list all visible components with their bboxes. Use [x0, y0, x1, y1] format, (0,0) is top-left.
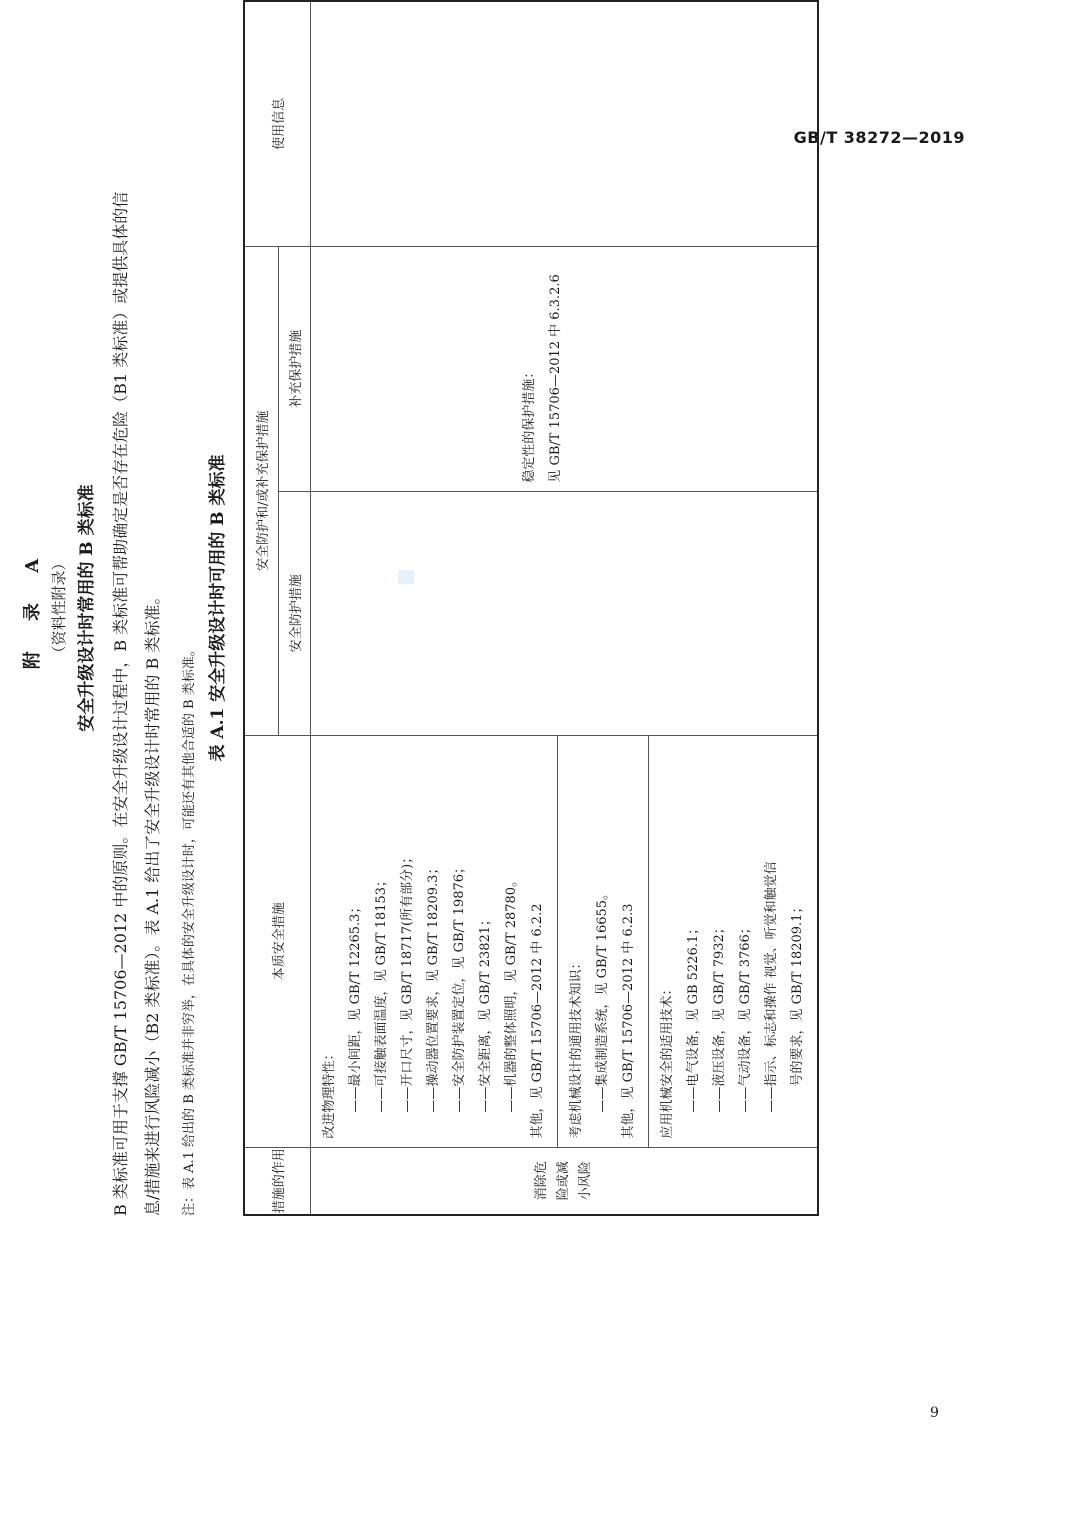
block3-line-3: ——气动设备，见 GB/T 3766；: [737, 921, 753, 1113]
header-supplementary: 补充保护措施: [278, 246, 310, 491]
block1-line-5: ——安全防护装置定位，见 GB/T 19876；: [451, 860, 467, 1113]
block1-line-6: ——安全距离，见 GB/T 23821；: [477, 912, 493, 1113]
supplementary-cell: [310, 246, 818, 491]
standard-number: GB/T 38272—2019: [793, 128, 965, 147]
inherent-block-3: [648, 735, 818, 1147]
page-number: 9: [930, 1405, 939, 1421]
intro-line-1: B 类标准可用于支撑 GB/T 15706—2012 中的原则。在安全升级设计过程中，B 类标准可帮助确定是否存在危险（B1 类标准）或提供具体的信: [111, 191, 130, 1216]
inherent-block-1: [310, 735, 557, 1147]
supp-line-1: 见 GB/T 15706—2012 中 6.3.2.6: [547, 274, 563, 483]
block2-line-2: 其他，见 GB/T 15706—2012 中 6.2.3: [620, 903, 636, 1139]
inherent-block-2: [557, 735, 648, 1147]
block2-line-0: 考虑机械设计的通用技术知识：: [568, 956, 584, 1139]
rotated-page-content: [8, 0, 880, 1216]
block1-line-4: ——操动器位置要求，见 GB/T 18209.3；: [425, 861, 441, 1113]
block2-line-1: ——集成制造系统，见 GB/T 16655。: [594, 886, 610, 1113]
block1-line-2: ——可接触表面温度，见 GB/T 18153；: [373, 873, 389, 1113]
block3-line-1: ——电气设备，见 GB 5226.1；: [685, 921, 701, 1113]
block3-line-2: ——液压设备，见 GB/T 7932；: [711, 921, 727, 1113]
block1-line-8: 其他，见 GB/T 15706—2012 中 6.2.2: [529, 903, 545, 1139]
intro-line-2: 息/措施来进行风险减小（B2 类标准）。表 A.1 给出了安全升级设计时常用的 B 类标准。: [143, 588, 162, 1216]
block1-line-7: ——机器的整体照明，见 GB/T 28780。: [503, 873, 519, 1113]
header-guard-group: 安全防护和/或补充保护措施: [244, 246, 278, 735]
header-inherent: 本质安全措施: [244, 735, 310, 1147]
block3-line-0: 应用机械安全的适用技术：: [659, 982, 675, 1139]
header-guard: 安全防护措施: [278, 491, 310, 735]
block1-line-0: 改进物理特性：: [321, 1047, 337, 1139]
block3-line-4: ——指示、标志和操作 视觉、听觉和触觉信: [763, 861, 779, 1113]
supp-line-0: 稳定性的保护措施：: [521, 365, 537, 483]
block1-line-1: ——最小间距，见 GB/T 12265.3；: [347, 900, 363, 1113]
row-role: [310, 1147, 818, 1215]
intro-note: 注：表 A.1 给出的 B 类标准并非穷举，在具体的安全升级设计时，可能还有其他合适的 B 类标准。: [182, 643, 197, 1216]
usage-cell: [310, 1, 818, 246]
appendix-heading: 安全升级设计时常用的 B 类标准: [77, 484, 97, 732]
block3-line-5: 号的要求，见 GB/T 18209.1；: [789, 900, 805, 1087]
appendix-subtitle: （资料性附录）: [50, 555, 68, 661]
table-caption: 表 A.1 安全升级设计时可用的 B 类标准: [208, 454, 228, 762]
header-role: 措施的作用: [244, 1147, 310, 1215]
role-text: 消除危险或减小风险: [533, 1161, 593, 1201]
header-usage: 使用信息: [244, 1, 310, 246]
block1-line-3: ——开口尺寸，见 GB/T 18717(所有部分)；: [399, 850, 415, 1113]
guard-cell: [310, 491, 818, 735]
appendix-title: 附 录 A: [22, 546, 43, 670]
b-standards-table: [243, 0, 819, 1216]
